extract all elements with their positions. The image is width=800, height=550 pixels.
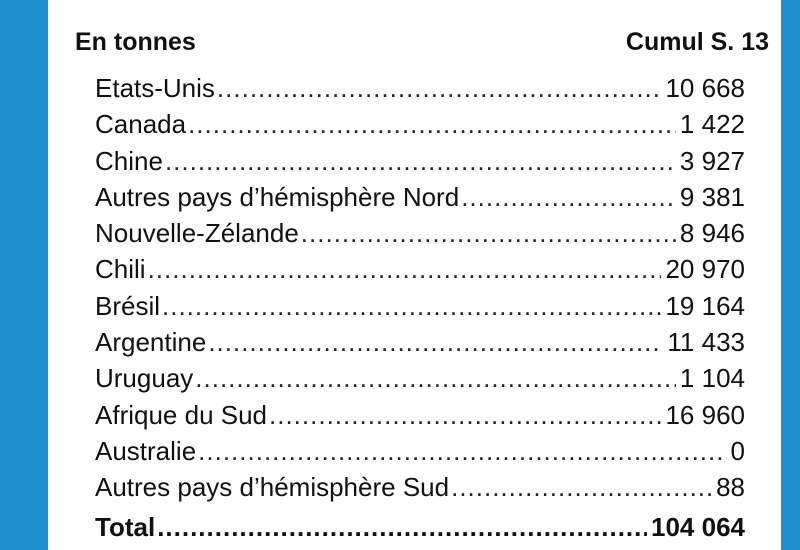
leader-dots [451, 472, 712, 503]
table-row [95, 218, 745, 254]
row-value: 0 [730, 435, 745, 466]
row-label: Uruguay [95, 363, 194, 394]
right-accent-bar [781, 0, 800, 550]
row-value: 11 433 [667, 327, 745, 358]
column-label: Cumul S. 13 [625, 28, 769, 56]
row-label: Afrique du Sud [95, 399, 268, 430]
table-row [95, 472, 745, 508]
leader-dots [148, 254, 662, 285]
row-label: Canada [95, 109, 187, 140]
table-row [95, 327, 745, 363]
leader-dots [208, 327, 663, 358]
leader-dots [301, 218, 676, 249]
row-label: Chili [95, 254, 146, 285]
leader-dots [195, 363, 676, 394]
leader-dots [461, 182, 676, 213]
row-value: 3 927 [679, 145, 745, 176]
row-label: Chine [95, 145, 163, 176]
left-accent-bar [0, 0, 48, 550]
leader-dots [269, 400, 661, 431]
unit-label: En tonnes [75, 28, 196, 56]
total-label: Total [95, 512, 156, 542]
table-row [95, 146, 745, 182]
total-value: 104 064 [651, 512, 745, 542]
table-row [95, 182, 745, 218]
row-label: Nouvelle-Zélande [95, 218, 299, 249]
row-value: 1 422 [679, 109, 745, 140]
total-row [95, 512, 745, 543]
row-label: Australie [95, 435, 197, 466]
table-panel [57, 0, 781, 550]
table-row [95, 436, 745, 472]
row-label: Autres pays d’hémisphère Nord [95, 181, 460, 212]
row-value: 9 381 [679, 181, 745, 212]
leader-dots [198, 436, 726, 467]
row-label: Etats-Unis [95, 73, 215, 103]
row-value: 20 970 [665, 254, 745, 285]
row-label: Argentine [95, 327, 207, 358]
row-value: 88 [716, 472, 745, 503]
table-row [95, 400, 745, 436]
table-row [95, 363, 745, 399]
row-label: Brésil [95, 290, 161, 321]
table-header [75, 24, 769, 64]
table-row [95, 291, 745, 327]
row-value: 10 668 [665, 73, 745, 103]
leader-dots [157, 512, 647, 543]
leader-dots [217, 73, 662, 104]
row-value: 16 960 [665, 399, 745, 430]
row-value: 8 946 [679, 218, 745, 249]
row-label: Autres pays d’hémisphère Sud [95, 472, 450, 503]
row-value: 19 164 [665, 290, 745, 321]
leader-dots [165, 146, 676, 177]
table-row [95, 254, 745, 290]
leader-dots [162, 291, 661, 322]
table-row [95, 109, 745, 145]
table-row [95, 73, 745, 109]
leader-dots [188, 109, 676, 140]
table-rows [95, 73, 745, 509]
row-value: 1 104 [679, 363, 745, 394]
